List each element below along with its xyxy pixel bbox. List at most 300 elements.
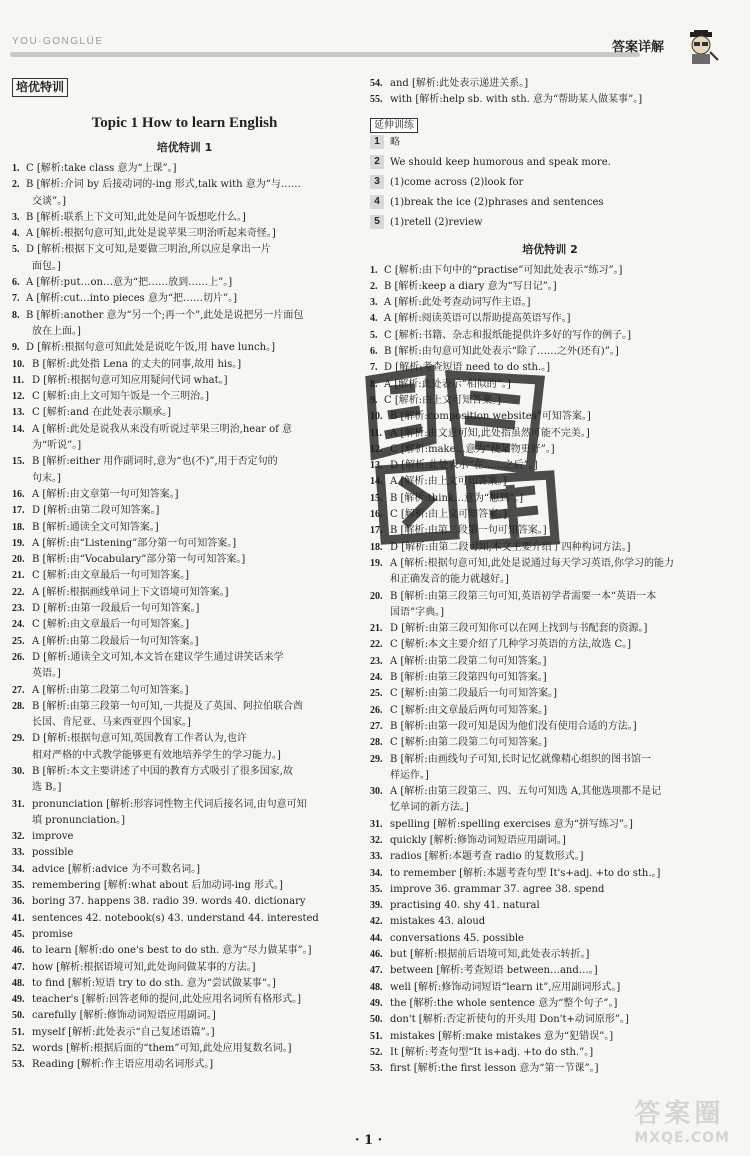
answer-number: 6. <box>370 346 378 358</box>
answer-item <box>12 976 357 992</box>
answer-item <box>12 845 357 861</box>
extension-tag: 延伸训练 <box>370 118 418 133</box>
answer-number: 55. <box>370 94 383 106</box>
seal-stamp-icon <box>360 360 570 550</box>
answer-text: A [解析:阅读英语可以帮助提高英语写作。] <box>384 313 571 325</box>
answer-item <box>370 768 730 784</box>
answer-text: C [解析:由文章最后一句可知答案。] <box>32 619 190 631</box>
answer-number: 48. <box>12 977 25 989</box>
answer-number: 20. <box>370 590 383 602</box>
answer-number: 52. <box>370 1046 383 1058</box>
answer-text: 和正确发音的能力就越好。] <box>390 574 509 586</box>
answer-item <box>370 556 730 572</box>
answer-number: 18. <box>370 541 383 553</box>
answer-text: improve <box>32 831 74 843</box>
answer-item <box>370 719 730 735</box>
answer-item <box>370 605 730 621</box>
answer-item <box>12 650 357 666</box>
answer-text: to remember [解析:本题考查句型 It's+adj. +to do sth.。] <box>390 867 661 879</box>
answer-item <box>12 943 357 959</box>
answer-text: D [解析:由第一段最后一句可知答案。] <box>32 603 200 615</box>
answer-item <box>12 422 357 438</box>
answer-text: B [解析:由句意可知此处表示“除了……之外(还有)”。] <box>384 346 619 358</box>
answer-text: mistakes [解析:make mistakes 意为“犯错误”。] <box>390 1030 614 1042</box>
answer-text: C [解析:书籍、杂志和报纸能提供许多好的写作的例子。] <box>384 329 632 341</box>
answer-text: B [解析:由第三段第四句可知答案。] <box>390 672 547 684</box>
answer-text: D [解析:根据句意可知此处是说吃午饭,用 have lunch。] <box>26 342 275 354</box>
answer-number: 48. <box>370 981 383 993</box>
answer-item <box>370 833 730 849</box>
answer-text: 为“听说”。] <box>32 440 82 452</box>
topic-title: Topic 1 How to learn English <box>91 115 278 131</box>
answer-item <box>370 670 730 686</box>
answer-text: conversations 45. possible <box>390 932 524 944</box>
mascot-icon <box>684 30 720 64</box>
answer-item <box>370 1029 730 1045</box>
answer-item <box>12 634 357 650</box>
answer-item <box>12 1041 357 1057</box>
extension-text: (1)retell (2)review <box>390 216 483 228</box>
answer-number: 41. <box>12 912 25 924</box>
answer-text: A [解析:根据句意可知,此处是说苹果三明治听起来奇怪。] <box>26 228 276 240</box>
answer-item <box>12 715 357 731</box>
answer-text: the [解析:the whole sentence 意为“整个句子”。] <box>390 997 618 1009</box>
answer-item <box>370 311 730 327</box>
answer-number: 18. <box>12 521 25 533</box>
answer-text: spelling [解析:spelling exercises 意为“拼写练习”。] <box>390 818 633 830</box>
answer-text: 面包。] <box>32 260 61 272</box>
answer-text: and [解析:此处表示递进关系。] <box>390 78 529 89</box>
answer-item <box>12 242 357 258</box>
answer-text: 国语”字典。] <box>390 606 445 618</box>
answer-number: 1. <box>370 264 378 276</box>
answer-number: 1. <box>12 163 20 174</box>
answer-item <box>12 520 357 536</box>
answer-text: D [解析:此处表示“在……之后”。] <box>390 460 538 472</box>
answer-number: 9. <box>12 342 20 354</box>
answer-text: A [解析:由第二段最后一句可知答案。] <box>32 635 199 647</box>
answer-text: A [解析:根据句意可知,此处是说通过每天学习英语,你学习的能力 <box>390 557 675 569</box>
answer-text: B [解析:composition websites”可知答案。] <box>390 411 591 423</box>
extension-text: 略 <box>390 136 400 148</box>
answer-text: C [解析:由文章最后两句可知答案。] <box>390 704 548 716</box>
answer-item <box>12 503 357 519</box>
answer-item <box>12 960 357 976</box>
answer-text: 样运作。] <box>390 769 429 781</box>
answer-number: 10. <box>12 358 25 370</box>
answer-item <box>370 92 730 108</box>
answer-text: B [解析:由第三段第一句可知,一共提及了英国、阿拉伯联合酋 <box>32 700 303 712</box>
answer-number: 42. <box>370 916 383 928</box>
answer-item <box>12 1008 357 1024</box>
right-column <box>370 76 730 1077</box>
answer-number: 8. <box>370 378 378 390</box>
answer-number: 51. <box>12 1026 25 1038</box>
answer-number: 12. <box>370 443 383 455</box>
answer-item <box>370 963 730 979</box>
header-rule <box>10 52 640 57</box>
answer-item <box>12 585 357 601</box>
answer-item <box>370 1061 730 1077</box>
extension-number: 2 <box>370 155 384 169</box>
answer-number: 12. <box>12 391 25 403</box>
answer-text: practising 40. shy 41. natural <box>390 900 540 912</box>
answer-text: 相对严格的中式教学能够更有效地培养学生的学习能力。] <box>32 749 281 761</box>
answer-item <box>12 536 357 552</box>
answer-number: 53. <box>370 1063 383 1075</box>
answer-item <box>12 927 357 943</box>
answer-text: C [解析:由上文可知答案。] <box>390 509 508 521</box>
answer-item <box>12 666 357 682</box>
answer-text: D [解析:由第二段可知,本文主要介绍了四种构词方法。] <box>390 541 631 553</box>
answer-text: promise <box>32 928 73 940</box>
answer-text: mistakes 43. aloud <box>390 916 486 928</box>
answer-item <box>12 780 357 796</box>
answer-item <box>12 308 357 324</box>
answer-item <box>12 1057 357 1073</box>
answer-item <box>12 699 357 715</box>
answer-item <box>12 813 357 829</box>
answer-text: words [解析:根据后面的“them”可知,此处应用复数名词。] <box>32 1043 292 1055</box>
answer-number: 47. <box>12 961 25 973</box>
answer-item <box>12 731 357 747</box>
answer-item <box>12 862 357 878</box>
answer-number: 21. <box>370 623 383 635</box>
answer-item <box>12 438 357 454</box>
answer-number: 13. <box>12 407 25 419</box>
answer-number: 4. <box>12 228 20 240</box>
answer-text: A [解析:put…on…意为“把……放到……上”。] <box>26 277 233 289</box>
answer-text: remembering [解析:what about 后加动词-ing 形式。] <box>32 880 283 892</box>
answer-number: 28. <box>12 700 25 712</box>
answer-number: 30. <box>12 765 25 777</box>
answer-item <box>12 324 357 340</box>
answer-item <box>370 752 730 768</box>
extension-row <box>370 133 730 153</box>
answer-number: 23. <box>370 655 383 667</box>
answer-number: 22. <box>12 586 25 598</box>
answer-text: A [解析:cut…into pieces 意为“把……切片”。] <box>26 293 238 305</box>
answer-text: B [解析:another 意为“另一个;再一个”,此处是说把另一片面包 <box>26 309 304 321</box>
extension-row <box>370 173 730 193</box>
answer-text: 填 pronunciation。] <box>32 814 126 826</box>
answer-item <box>370 589 730 605</box>
answer-text: first [解析:the first lesson 意为“第一节课”。] <box>390 1063 599 1075</box>
answer-item <box>370 849 730 865</box>
answer-text: D [解析:根据下文可知,是要做三明治,所以应是拿出一片 <box>26 244 271 256</box>
answer-item <box>12 373 357 389</box>
answer-text: 交谈”。] <box>32 195 67 207</box>
answer-item <box>12 226 357 242</box>
answer-item <box>12 210 357 226</box>
answer-number: 19. <box>370 557 383 569</box>
answer-text: A [解析:由第三段第三、四、五句可知选 A,其他选项都不是记 <box>390 786 662 798</box>
answer-number: 52. <box>12 1043 25 1055</box>
answer-number: 46. <box>370 949 383 961</box>
answer-text: don't [解析:否定祈使句的开头用 Don't+动词原形”。] <box>390 1014 629 1026</box>
answer-item <box>12 797 357 813</box>
answer-list <box>370 76 730 109</box>
answer-item <box>12 194 357 210</box>
answer-item <box>370 784 730 800</box>
answer-text: A [解析:由第二段第二句可知答案。] <box>390 655 547 667</box>
answer-number: 25. <box>12 635 25 647</box>
answer-item <box>370 882 730 898</box>
answer-item <box>370 328 730 344</box>
answer-text: B [解析:由第三段第三句可知,英语初学者需要一本“英语一本 <box>390 590 657 602</box>
answer-text: B [解析:此处指 Lena 的丈夫的同事,故用 his。] <box>32 358 242 370</box>
answer-item <box>370 344 730 360</box>
answer-number: 31. <box>12 798 25 810</box>
answer-item <box>12 275 357 291</box>
answer-item <box>12 878 357 894</box>
answer-text: D [解析:由第三段可知你可以在网上找到与书配套的资源。] <box>390 623 648 635</box>
answer-number: 11. <box>12 374 24 386</box>
answer-number: 51. <box>370 1030 383 1042</box>
answer-text: A [解析:此处考查动词写作主语。] <box>384 297 531 309</box>
watermark <box>634 1093 730 1146</box>
answer-item <box>12 177 357 193</box>
answer-number: 23. <box>12 603 25 615</box>
answer-text: B [解析:由“Vocabulary”部分第一句可知答案。] <box>32 554 246 566</box>
answer-text: D [解析:根据句意可知,英国教育工作者认为,也许 <box>32 733 247 745</box>
answer-item <box>12 552 357 568</box>
answer-text: B [解析:介词 by 后接动词的-ing 形式,talk with 意为“与…… <box>26 179 301 191</box>
extension-text: (1)come across (2)look for <box>390 176 524 188</box>
answer-number: 27. <box>12 684 25 696</box>
answer-text: advice [解析:advice 为不可数名词。] <box>32 863 200 875</box>
watermark-url: MXQE.COM <box>634 1130 730 1146</box>
answer-text: myself [解析:此处表示“自己复述语篇”。] <box>32 1026 215 1038</box>
page-number: · 1 · <box>355 1133 383 1148</box>
answer-item <box>370 898 730 914</box>
left-column <box>12 76 357 1074</box>
answer-item <box>370 800 730 816</box>
answer-text: Reading [解析:作主语应用动名词形式。] <box>32 1059 214 1071</box>
answer-text: A [解析:此处是说我从来没有听说过苹果三明治,hear of 意 <box>32 423 293 435</box>
extension-text: (1)break the ice (2)phrases and sentences <box>390 196 604 208</box>
extension-number: 3 <box>370 175 384 189</box>
answer-number: 33. <box>370 851 383 863</box>
answer-item <box>12 601 357 617</box>
answer-item <box>12 161 357 177</box>
answer-item <box>12 829 357 845</box>
answer-item <box>12 617 357 633</box>
answer-text: B [解析:由画线句子可知,长时记忆就像精心组织的图书馆一 <box>390 753 651 765</box>
answer-text: C [解析:由下句中的“practise”可知此处表示“练习”。] <box>384 264 623 276</box>
section-subtitle: 培优特训 1 <box>156 141 213 154</box>
answer-item <box>12 894 357 910</box>
answer-number: 8. <box>12 309 20 321</box>
answer-number: 33. <box>12 847 25 859</box>
answer-number: 35. <box>12 880 25 892</box>
answer-number: 17. <box>370 525 383 537</box>
extension-row <box>370 193 730 213</box>
answer-item <box>370 735 730 751</box>
answer-text: to find [解析:短语 try to do sth. 意为“尝试做某事”。] <box>32 977 276 989</box>
answer-number: 5. <box>370 329 378 341</box>
answer-text: B [解析:通读全文可知答案。] <box>32 521 159 533</box>
answer-text: A [解析:此处表示“相似的”。] <box>384 378 511 390</box>
answer-number: 39. <box>370 900 383 912</box>
answer-number: 24. <box>370 672 383 684</box>
answer-number: 14. <box>12 423 25 435</box>
answer-number: 4. <box>370 313 378 325</box>
answer-number: 28. <box>370 737 383 749</box>
extension-list <box>370 133 730 233</box>
answer-number: 26. <box>12 651 25 663</box>
answer-number: 2. <box>370 280 378 292</box>
answer-text: radios [解析:本题考查 radio 的复数形式。] <box>390 851 584 863</box>
answer-item <box>12 389 357 405</box>
answer-item <box>370 263 730 279</box>
answer-number: 17. <box>12 505 25 517</box>
answer-number: 21. <box>12 570 25 582</box>
extension-number: 4 <box>370 195 384 209</box>
answer-number: 19. <box>12 537 25 549</box>
answer-text: carefully [解析:修饰动词短语应用副词。] <box>32 1010 216 1022</box>
answer-number: 46. <box>12 945 25 957</box>
extension-row <box>370 213 730 233</box>
answer-number: 7. <box>12 293 20 305</box>
answer-number: 7. <box>370 362 378 374</box>
answer-item <box>12 911 357 927</box>
answer-text: with [解析:help sb. with sth. 意为“帮助某人做某事”。] <box>390 94 643 106</box>
answer-item <box>370 76 730 92</box>
answer-text: B [解析:本文主要讲述了中国的教育方式吸引了很多国家,故 <box>32 765 293 777</box>
answer-item <box>12 259 357 275</box>
brand-label: YOU·GONGLÜE <box>12 36 104 47</box>
answer-number: 26. <box>370 704 383 716</box>
answer-item <box>12 405 357 421</box>
extension-row <box>370 153 730 173</box>
answer-number: 13. <box>370 460 383 472</box>
answer-text: 忆单词的新方法。] <box>390 802 469 814</box>
answer-item <box>370 996 730 1012</box>
answer-text: 句末。] <box>32 472 61 484</box>
answer-number: 29. <box>12 733 25 745</box>
answer-text: boring 37. happens 38. radio 39. words 40. dictionary <box>32 896 306 908</box>
answer-item <box>12 454 357 470</box>
answer-text: B [解析:由第一段可知是因为他们没有使用合适的方法。] <box>390 720 637 732</box>
answer-text: B [解析:either 用作副词时,意为“也(不)”,用于否定句的 <box>32 456 278 468</box>
section-subtitle: 培优特训 2 <box>522 242 578 256</box>
answer-number: 5. <box>12 244 20 256</box>
answer-text: A [解析:由第二段第二句可知答案。] <box>32 684 189 696</box>
answer-number: 50. <box>370 1014 383 1026</box>
answer-text: 长国、肯尼亚、马来西亚四个国家。] <box>32 717 191 729</box>
answer-text: A [解析:由“Listening”部分第一句可知答案。] <box>32 537 237 549</box>
answer-number: 54. <box>370 78 383 89</box>
answer-item <box>370 621 730 637</box>
answer-number: 27. <box>370 720 383 732</box>
answer-text: how [解析:根据语境可知,此处询问做某事的方法。] <box>32 961 256 973</box>
answer-number: 31. <box>370 818 383 830</box>
answer-text: 放在上面。] <box>32 325 81 337</box>
answer-number: 44. <box>370 932 383 944</box>
answer-text: D [解析:由第二段可知答案。] <box>32 505 160 517</box>
answer-number: 15. <box>12 456 25 468</box>
answer-text: C [解析:and 在此处表示顺承。] <box>32 407 171 419</box>
answer-number: 16. <box>370 509 383 521</box>
answer-number: 20. <box>12 554 25 566</box>
answer-number: 53. <box>12 1059 25 1071</box>
answer-number: 2. <box>12 179 20 191</box>
answer-text: A [解析:由文意可知,此处指虽然可能不完美。] <box>390 427 590 439</box>
answer-item <box>370 572 730 588</box>
answer-number: 34. <box>370 867 383 879</box>
answer-number: 3. <box>370 297 378 309</box>
answer-text: C [解析:由文章最后一句可知答案。] <box>32 570 190 582</box>
answer-number: 49. <box>370 997 383 1009</box>
answer-item <box>370 980 730 996</box>
answer-text: It [解析:考查句型“It is+adj. +to do sth.”。] <box>390 1046 594 1058</box>
answer-text: D [解析:考查短语 need to do sth.。] <box>384 362 550 374</box>
answer-item <box>370 279 730 295</box>
extension-text: We should keep humorous and speak more. <box>390 156 611 168</box>
answer-text: D [解析:根据句意可知应用疑问代词 what。] <box>32 374 228 386</box>
answer-item <box>12 764 357 780</box>
answer-text: C [解析:make…意为“使某物更好”。] <box>390 443 555 455</box>
answer-text: C [解析:本文主要介绍了几种学习英语的方法,故选 C。] <box>390 639 632 651</box>
header-title: 答案详解 <box>612 40 665 55</box>
answer-item <box>370 817 730 833</box>
answer-item <box>370 686 730 702</box>
answer-number: 9. <box>370 394 378 406</box>
answer-text: A [解析:由文章第一句可知答案。] <box>32 488 179 500</box>
section-tag: 培优特训 <box>12 78 68 97</box>
answer-text: quickly [解析:修饰动词短语应用副词。] <box>390 834 566 846</box>
answer-item <box>12 340 357 356</box>
answer-text: teacher's [解析:回答老师的提问,此处应用名词所有格形式。] <box>32 994 302 1006</box>
answer-item <box>370 947 730 963</box>
answer-number: 34. <box>12 863 25 875</box>
answer-item <box>370 703 730 719</box>
answer-text: B [解析:联系上下文可知,此处是问午饭想吃什么。] <box>26 211 246 223</box>
answer-number: 6. <box>12 277 20 289</box>
answer-number: 36. <box>12 896 25 908</box>
answer-text: well [解析:修饰动词短语“learn it”,应用副词形式。] <box>390 981 621 993</box>
answer-number: 16. <box>12 488 25 500</box>
answer-text: D [解析:通读全文可知,本文旨在建议学生通过讲笑话来学 <box>32 651 284 663</box>
answer-item <box>12 471 357 487</box>
answer-number: 10. <box>370 411 383 423</box>
answer-text: C [解析:由上文可知答案。] <box>384 394 502 406</box>
answer-text: B [解析:keep a diary 意为“写日记”。] <box>384 280 557 292</box>
answer-item <box>370 914 730 930</box>
answer-text: but [解析:根据前后语境可知,此处表示转折。] <box>390 949 590 961</box>
answer-number: 14. <box>370 476 383 488</box>
answer-text: B [解析:think…意为“想到”。] <box>390 492 524 504</box>
answer-item <box>370 295 730 311</box>
answer-number: 24. <box>12 619 25 631</box>
answer-number: 25. <box>370 688 383 700</box>
answer-number: 49. <box>12 994 25 1006</box>
extension-number: 1 <box>370 135 384 149</box>
answer-number: 3. <box>12 211 20 223</box>
answer-item <box>370 654 730 670</box>
answer-text: 英语。] <box>32 668 61 680</box>
answer-text: 选 B。] <box>32 782 62 794</box>
answer-item <box>12 487 357 503</box>
answer-text: A [解析:由上文可知答案。] <box>390 476 507 488</box>
watermark-text: 答案圈 <box>634 1099 725 1129</box>
answer-item <box>12 357 357 373</box>
answer-item <box>12 1025 357 1041</box>
answer-text: to learn [解析:do one's best to do sth. 意为“尽力做某事”。] <box>32 945 312 957</box>
answer-number: 29. <box>370 753 383 765</box>
answer-text: improve 36. grammar 37. agree 38. spend <box>390 883 605 895</box>
